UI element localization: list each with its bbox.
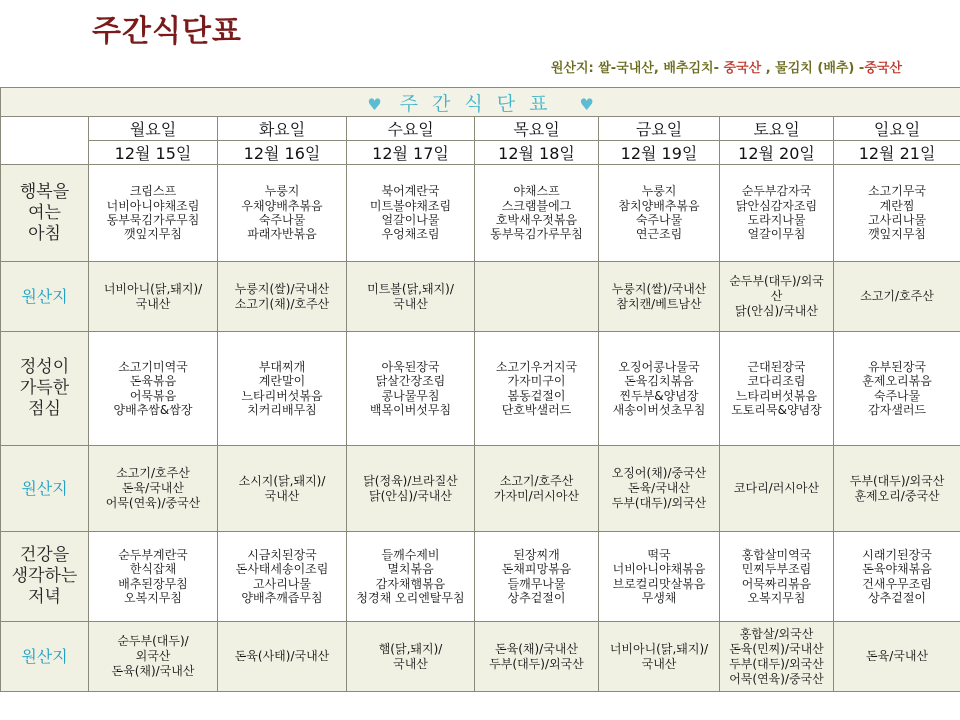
menu-list (89, 357, 217, 421)
origin-cell (89, 446, 218, 532)
origin-cell (347, 262, 475, 332)
menu-cell (720, 332, 834, 446)
menu-item: 들깨무나물 (507, 576, 566, 591)
kimchi-origin: 중국산 (723, 61, 762, 76)
breakfast-label (1, 165, 89, 262)
origin-note-prefix: 원산지: 쌀-국내산, 배추김치- (550, 61, 724, 76)
origin-line: 국내산 (393, 296, 428, 311)
menu-list (347, 181, 474, 245)
menu-list (720, 545, 833, 609)
menu-item: 배추된장무침 (118, 576, 188, 591)
menu-cell (89, 532, 218, 622)
meal-label-line: 저녁 (28, 587, 61, 607)
menu-item: 스크램블에그 (501, 198, 572, 213)
menu-item: 동부묵김가루무침 (106, 213, 200, 227)
dinner-origin-row (1, 622, 960, 692)
origin-line: 너비아니(닭,돼지)/ (103, 281, 203, 296)
menu-cell (834, 332, 960, 446)
menu-item: 고사리나물 (253, 576, 311, 591)
menu-item: 어묵볶음 (129, 388, 177, 403)
menu-cell (599, 332, 720, 446)
menu-cell (599, 532, 720, 622)
dinner-origin-label: 원산지 (1, 622, 89, 692)
menu-item: 미트볼야채조림 (369, 198, 452, 213)
meal-label-line: 생각하는 (11, 566, 78, 586)
origin-cell (89, 262, 218, 332)
menu-list (218, 545, 346, 609)
day-name: 금요일 (599, 117, 720, 141)
menu-item: 양배추깨즙무침 (241, 590, 323, 605)
origin-cell (834, 446, 960, 532)
menu-item: 건새우무조림 (862, 576, 932, 591)
day-date: 12월 15일 (89, 141, 218, 165)
day-name: 토요일 (720, 117, 834, 141)
day-date: 12월 20일 (720, 141, 834, 165)
dinner-label (1, 532, 89, 622)
menu-item: 오징어콩나물국 (618, 359, 700, 374)
origin-line: 어묵(연육)/중국산 (105, 496, 201, 510)
menu-item: 야채스프 (513, 184, 560, 199)
menu-list (218, 357, 346, 421)
origin-cell (720, 262, 834, 332)
origin-line: 소고기/호주산 (116, 466, 190, 480)
origin-line: 소고기(채)/호주산 (234, 296, 330, 311)
menu-item: 동부묵김가루무침 (490, 227, 583, 242)
menu-list (834, 545, 960, 609)
origin-cell (89, 622, 218, 692)
menu-item: 돈육김치볶음 (624, 374, 694, 389)
day-date: 12월 16일 (218, 141, 347, 165)
menu-item: 민찌두부조림 (741, 562, 812, 577)
menu-item: 누룽지 (641, 184, 677, 199)
menu-item: 깻잎지무침 (868, 227, 927, 242)
origin-line: 두부(대두)/외국산 (849, 473, 945, 488)
origin-line: 너비아니(닭,돼지)/ (609, 641, 709, 656)
menu-item: 얼갈이나물 (381, 213, 440, 227)
menu-item: 된장찌개 (513, 547, 560, 562)
lunch-label (1, 332, 89, 446)
origin-line: 두부(대두)/외국산 (729, 656, 824, 671)
menu-item: 닭살간장조림 (375, 374, 446, 389)
heart-icon: ♥ (367, 94, 382, 114)
menu-item: 브로컬리맛살볶음 (612, 576, 706, 591)
menu-cell (720, 165, 834, 262)
menu-item: 오복지무침 (124, 590, 182, 605)
menu-item: 양배추쌈&쌈장 (113, 402, 193, 417)
day-date: 12월 21일 (834, 141, 960, 165)
day-header-row (1, 117, 960, 141)
menu-item: 돈육야채볶음 (862, 562, 932, 577)
menu-item: 어묵짜리볶음 (741, 576, 812, 591)
day-date: 12월 19일 (599, 141, 720, 165)
menu-cell (720, 532, 834, 622)
menu-cell (89, 332, 218, 446)
menu-item: 근대된장국 (747, 359, 806, 374)
menu-item: 한식잡채 (129, 562, 177, 577)
menu-item: 너비아니야채조림 (106, 198, 200, 213)
origin-line: 돈육(채)/국내산 (111, 664, 195, 678)
menu-cell (347, 165, 475, 262)
menu-item: 도토리묵&양념장 (731, 402, 822, 417)
menu-item: 새송이버섯초무침 (612, 402, 706, 417)
menu-item: 소고기미역국 (118, 359, 188, 374)
origin-line: 누룽지(쌀)/국내산 (611, 281, 707, 296)
meal-label-line: 정성이 (19, 357, 70, 377)
menu-item: 아욱된장국 (381, 359, 440, 374)
menu-item: 콩나물무침 (381, 388, 440, 403)
menu-item: 돈육볶음 (129, 374, 177, 389)
meal-label-line: 아침 (28, 223, 61, 244)
menu-item: 깻잎지무침 (124, 227, 182, 242)
menu-item: 계란찜 (879, 198, 915, 213)
origin-cell (834, 262, 960, 332)
origin-line: 외국산 (135, 649, 171, 663)
menu-item: 고사리나물 (868, 213, 927, 227)
menu-item: 상추겉절이 (868, 590, 927, 605)
menu-list (475, 545, 598, 609)
origin-line: 홍합살/외국산 (739, 626, 814, 641)
menu-cell (347, 532, 475, 622)
menu-item: 오복지무침 (747, 590, 806, 605)
origin-line: 산 (770, 289, 783, 303)
lunch-origin-row (1, 446, 960, 532)
origin-cell (475, 262, 599, 332)
origin-line: 햄(닭,돼지)/ (378, 641, 443, 656)
menu-item: 순두부감자국 (741, 184, 812, 199)
weekly-menu-table (0, 87, 960, 692)
origin-cell (720, 622, 834, 692)
breakfast-origin-row (1, 262, 960, 332)
menu-list (599, 181, 719, 245)
breakfast-row (1, 165, 960, 262)
day-name: 화요일 (218, 117, 347, 141)
menu-list (89, 181, 217, 245)
origin-line: 국내산 (641, 656, 677, 671)
origin-line: 돈육/국내산 (121, 481, 184, 495)
menu-item: 파래자반볶음 (247, 227, 317, 242)
menu-item: 우엉채조림 (381, 227, 440, 242)
origin-cell (218, 622, 347, 692)
meal-label-line: 건강을 (19, 545, 70, 565)
menu-item: 들깨수제비 (381, 547, 440, 562)
origin-cell (599, 622, 720, 692)
menu-item: 멸치볶음 (387, 562, 434, 577)
menu-item: 숙주나물 (873, 388, 921, 403)
menu-item: 떡국 (647, 547, 671, 562)
origin-cell (599, 446, 720, 532)
date-header-row (1, 141, 960, 165)
page-title: 주간식단표 (92, 14, 242, 49)
menu-item: 봄동겉절이 (507, 388, 566, 403)
menu-item: 감자채햄볶음 (375, 576, 446, 591)
menu-list (218, 181, 346, 245)
origin-line: 돈육(채)/국내산 (495, 641, 578, 656)
dinner-row (1, 532, 960, 622)
menu-item: 얼갈이무침 (747, 227, 806, 242)
menu-item: 우채양배추볶음 (241, 198, 323, 213)
menu-item: 돈사태세송이조림 (235, 562, 329, 577)
origin-cell (475, 446, 599, 532)
origin-line: 미트볼(닭,돼지)/ (367, 281, 454, 296)
origin-line: 닭(안심)/국내산 (369, 488, 452, 503)
origin-line: 두부(대두)/외국산 (489, 656, 584, 671)
banner-text: 주간식단표 (399, 92, 562, 115)
menu-item: 참치양배추볶음 (618, 198, 700, 213)
origin-line: 어묵(연육)/중국산 (729, 671, 824, 686)
menu-cell (475, 165, 599, 262)
day-date: 12월 18일 (475, 141, 599, 165)
origin-cell (720, 446, 834, 532)
menu-item: 부대찌개 (258, 359, 306, 374)
menu-item: 크림스프 (129, 184, 177, 199)
menu-list (347, 357, 474, 421)
origin-line: 훈제오리/중국산 (854, 488, 940, 503)
menu-list (347, 545, 474, 609)
origin-cell (599, 262, 720, 332)
menu-item: 돈채피망볶음 (501, 562, 572, 577)
menu-item: 북어계란국 (381, 184, 440, 199)
origin-line: 오징어(채)/중국산 (611, 466, 707, 480)
menu-item: 훈제오리볶음 (862, 374, 932, 389)
menu-item: 소고기우거지국 (495, 359, 578, 374)
menu-item: 느타리버섯볶음 (735, 388, 818, 403)
menu-item: 누룽지 (264, 184, 300, 199)
menu-item: 단호박샐러드 (501, 402, 572, 417)
day-name: 목요일 (475, 117, 599, 141)
meal-label-line: 가득한 (19, 378, 70, 398)
menu-item: 소고기무국 (868, 184, 927, 199)
menu-item: 호박새우젓볶음 (495, 213, 578, 227)
origin-cell (218, 262, 347, 332)
lunch-origin-label: 원산지 (1, 446, 89, 532)
origin-line: 가자미/러시아산 (493, 488, 580, 503)
menu-cell (347, 332, 475, 446)
menu-list (720, 181, 833, 245)
menu-list (599, 357, 719, 421)
menu-item: 시래기된장국 (862, 547, 932, 562)
menu-item: 감자샐러드 (868, 402, 927, 417)
origin-line: 누룽지(쌀)/국내산 (234, 281, 330, 296)
menu-item: 연근조림 (635, 227, 683, 242)
banner (1, 88, 960, 117)
meal-label-line: 점심 (28, 399, 61, 419)
origin-line: 코다리/러시아산 (733, 481, 820, 495)
day-name: 일요일 (834, 117, 960, 141)
origin-line: 국내산 (393, 656, 428, 671)
origin-line: 국내산 (264, 488, 300, 503)
origin-cell (834, 622, 960, 692)
origin-line: 돈육(민찌)/국내산 (729, 641, 824, 656)
origin-line: 소시지(닭,돼지)/ (238, 473, 326, 488)
origin-line: 소고기/호주산 (860, 289, 934, 303)
origin-cell (218, 446, 347, 532)
day-name: 수요일 (347, 117, 475, 141)
menu-list (475, 181, 598, 245)
origin-line: 참치캔/베트남산 (616, 296, 702, 311)
origin-note (551, 57, 902, 76)
menu-item: 순두부계란국 (118, 547, 188, 562)
menu-item: 너비아니야채볶음 (612, 562, 706, 577)
origin-line: 소고기/호주산 (499, 473, 574, 488)
corner-cell (1, 117, 89, 165)
menu-cell (218, 532, 347, 622)
menu-cell (89, 165, 218, 262)
menu-item: 숙주나물 (258, 213, 306, 227)
menu-item: 도라지나물 (747, 213, 806, 227)
meal-label-line: 행복을 (19, 181, 70, 202)
menu-cell (834, 532, 960, 622)
menu-item: 찐두부&양념장 (619, 388, 699, 403)
menu-item: 코다리조림 (747, 374, 806, 389)
menu-list (834, 357, 960, 421)
menu-list (89, 545, 217, 609)
origin-line: 순두부(대두)/외국 (729, 274, 824, 288)
menu-cell (599, 165, 720, 262)
origin-line: 국내산 (135, 296, 171, 311)
origin-line: 닭(안심)/국내산 (735, 304, 818, 318)
menu-item: 홍합살미역국 (741, 547, 812, 562)
menu-list (834, 181, 960, 245)
origin-line: 두부(대두)/외국산 (611, 496, 707, 510)
menu-item: 치커리배무침 (247, 402, 317, 417)
menu-item: 시금치된장국 (247, 547, 317, 562)
mulkimchi-origin: 중국산 (864, 61, 902, 76)
origin-cell (347, 446, 475, 532)
menu-item: 가자미구이 (507, 374, 566, 389)
lunch-row (1, 332, 960, 446)
menu-item: 백목이버섯무침 (369, 402, 452, 417)
menu-item: 느타리버섯볶음 (241, 388, 323, 403)
menu-item: 계란말이 (258, 374, 306, 389)
menu-item: 청경채 오리엔탈무침 (356, 590, 465, 605)
heart-icon: ♥ (579, 94, 594, 114)
origin-line: 돈육(사태)/국내산 (234, 649, 330, 663)
menu-item: 유부된장국 (868, 359, 927, 374)
origin-cell (475, 622, 599, 692)
origin-line: 돈육/국내산 (866, 649, 929, 663)
menu-cell (834, 165, 960, 262)
origin-cell (347, 622, 475, 692)
day-name: 월요일 (89, 117, 218, 141)
menu-cell (475, 532, 599, 622)
breakfast-origin-label: 원산지 (1, 262, 89, 332)
menu-item: 닭안심감자조림 (735, 198, 818, 213)
menu-cell (218, 332, 347, 446)
origin-line: 돈육/국내산 (627, 481, 690, 495)
origin-line: 닭(정육)/브라질산 (363, 473, 458, 488)
banner-row (1, 88, 960, 117)
day-date: 12월 17일 (347, 141, 475, 165)
menu-list (599, 545, 719, 609)
origin-line: 순두부(대두)/ (117, 634, 189, 648)
origin-note-middle: , 물김치 (배추) - (761, 61, 865, 76)
menu-cell (218, 165, 347, 262)
menu-list (475, 357, 598, 421)
menu-list (720, 357, 833, 421)
menu-item: 숙주나물 (635, 213, 683, 227)
meal-label-line: 여는 (28, 202, 61, 223)
menu-item: 상추겉절이 (507, 590, 566, 605)
menu-cell (475, 332, 599, 446)
menu-item: 무생채 (641, 590, 677, 605)
